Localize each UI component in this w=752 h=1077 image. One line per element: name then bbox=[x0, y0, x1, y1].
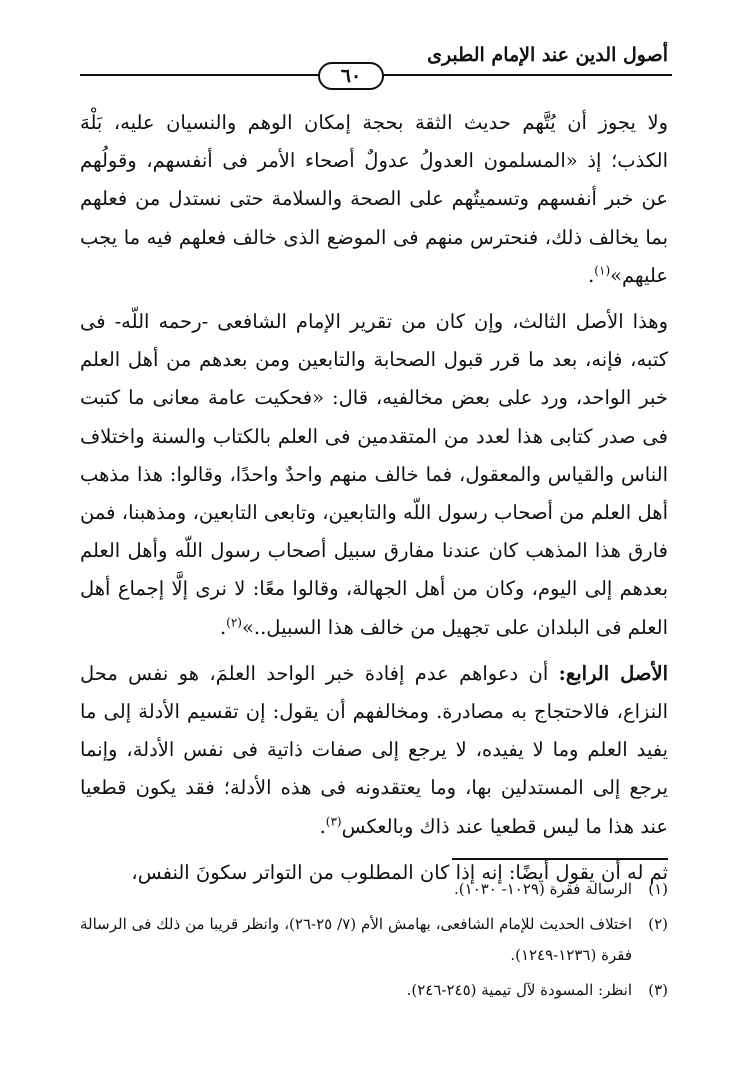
footnote-number: (٢) bbox=[648, 915, 668, 933]
footnote-ref-1: (١) bbox=[594, 263, 611, 278]
footnote-number: (٣) bbox=[648, 981, 668, 999]
paragraph-2-end: . bbox=[219, 615, 227, 639]
paragraph-2-text: وهذا الأصل الثالث، وإن كان من تقرير الإمام الشافعى -رحمه اللّه- فى كتبه، فإنه، بعد ما قرر قبول الصحابة والتابعين ومن بعدهم من أهل العلم خبر الواحد، ورد على بعض مخالفيه، قال: «فحكيت عامة معانى ما كتبت فى صدر كتابى هذا لعدد من المتقدمين فى العلم بالكتاب والسنة واختلاف الناس والقياس والمعقول، فما خالف منهم واحدٌ واحدًا، وقالوا: هذا مذهب أهل العلم من أصحاب رسول اللّه والتابعين، وتابعى التابعين، ومذهبنا، فمن فارق هذا المذهب كان عندنا مفارق سبيل أصحاب رسول اللّه وأهل العلم بعدهم إلى اليوم، وكان من أهل الجهالة، وقالوا معًا: لا نرى إلَّا إجماع أهل العلم فى البلدان على تجهيل من خالف هذا السبيل..» bbox=[80, 310, 668, 639]
page-number: ٦٠ bbox=[318, 62, 384, 90]
paragraph-3 bbox=[80, 655, 668, 846]
footnotes bbox=[80, 874, 668, 1006]
footnote-text: اختلاف الحديث للإمام الشافعى، بهامش الأم (٧/ ٢٥-٢٦)، وانظر قريبا من ذلك فى الرسالة فقرة (١٢٣٦-١٢٤٩). bbox=[80, 915, 632, 964]
paragraph-1-text: ولا يجوز أن يُتَّهم حديث الثقة بحجة إمكان الوهم والنسيان عليه، بَلْهَ الكذب؛ إذ «المسلمون العدولُ عدولٌ أصحاء الأمر فى أنفسهم، وقولُهم عن خبر أنفسهم وتسميتُهم على الصحة والسلامة حتى نستدل من فعلهم بما يخالف ذلك، فنحترس منهم فى الموضع الذى خالف فعلهم فيه ما يجب عليهم» bbox=[80, 111, 668, 287]
running-header-title: أصول الدين عند الإمام الطبرى bbox=[427, 44, 668, 66]
footnote-3 bbox=[80, 975, 668, 1006]
footnote-1 bbox=[80, 874, 668, 905]
paragraph-2 bbox=[80, 303, 668, 647]
paragraph-3-end: . bbox=[319, 814, 326, 838]
footnote-rule bbox=[452, 858, 668, 860]
footnote-ref-3: (٣) bbox=[325, 814, 342, 829]
footnote-text: الرسالة فقرة (١٠٢٩- ١٠٣٠). bbox=[454, 880, 632, 898]
body-text bbox=[80, 104, 668, 892]
paragraph-1 bbox=[80, 104, 668, 295]
paragraph-4-text: ثم له أن يقول أيضًا: إنه إذا كان المطلوب من التواتر سكونَ النفس، bbox=[131, 860, 668, 884]
paragraph-3-text: أن دعواهم عدم إفادة خبر الواحد العلمَ، هو نفس محل النزاع، فالاحتجاج به مصادرة. ومخالفهم أن يقول: إن تقسيم الأدلة إلى ما يفيد العلم وما لا يفيده، لا يرجع إلى صفات ذاتية فى نفس الأدلة، وإنما يرجع إلى المستدلين بها، وما يعتقدونه فى هذه الأدلة؛ فقد يكون قطعيا عند هذا ما ليس قطعيا عند ذاك وبالعكس bbox=[80, 661, 669, 838]
paragraph-3-heading: الأصل الرابع: bbox=[558, 661, 668, 685]
paragraph-1-end: . bbox=[588, 263, 595, 287]
footnote-text: انظر: المسودة لآل تيمية (٢٤٥-٢٤٦). bbox=[406, 981, 632, 999]
footnote-2 bbox=[80, 909, 668, 971]
footnote-ref-2: (٢) bbox=[226, 615, 242, 630]
footnote-number: (١) bbox=[648, 880, 668, 898]
